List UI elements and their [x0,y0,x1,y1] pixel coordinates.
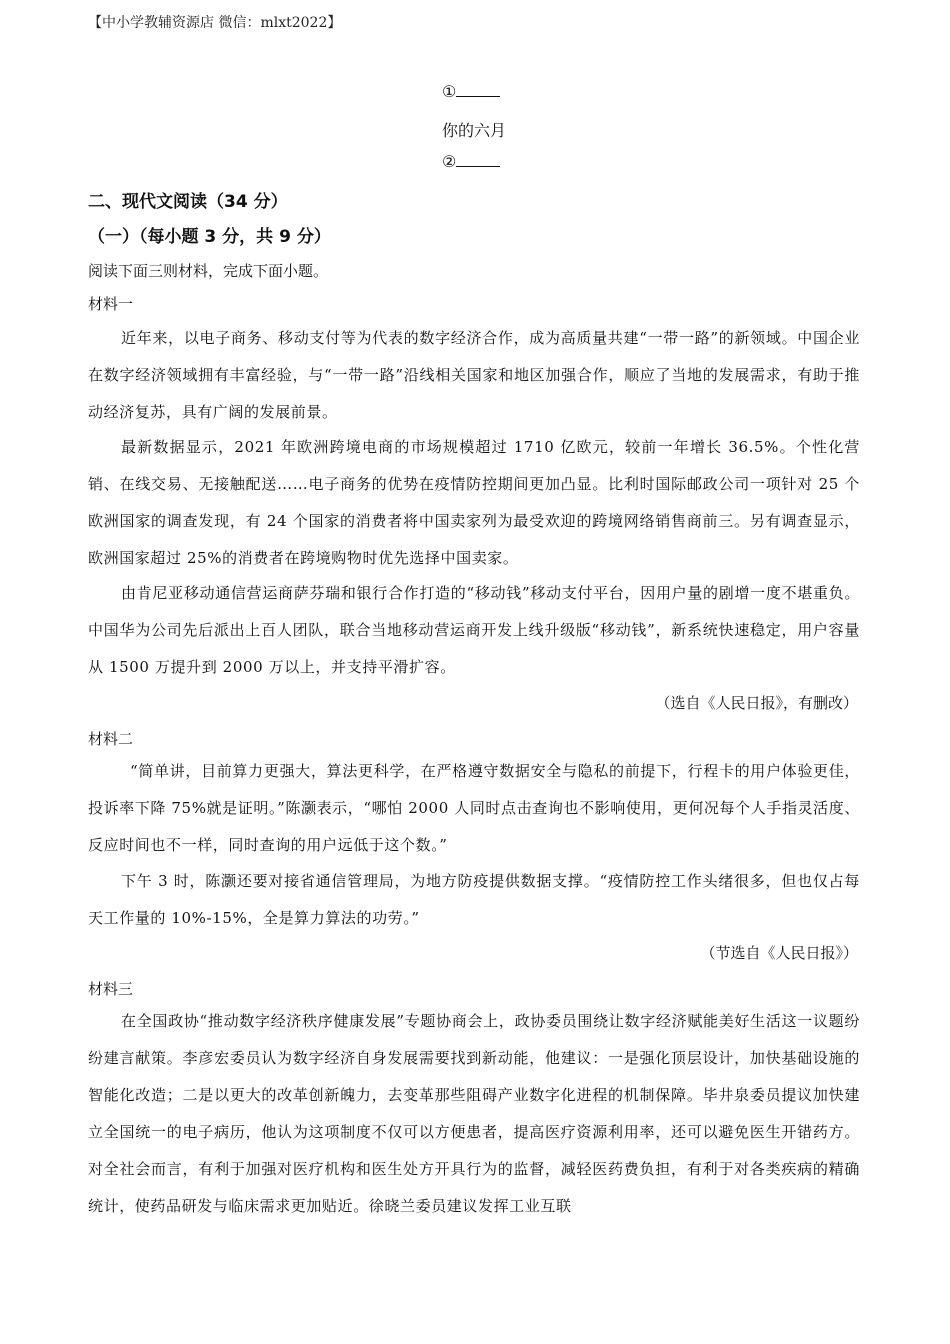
poem-blank-2 [442,152,500,171]
section-title: 二、现代文阅读（34 分） [88,192,288,212]
section-subtitle: （一）（每小题 3 分，共 9 分） [88,227,331,247]
page-header: 【中小学教辅资源店 微信：mlxt2022】 [88,15,342,31]
blank-2-line [456,152,500,167]
material-1-paragraph-3: 由肯尼亚移动通信营运商萨芬瑞和银行合作打造的“移动钱”移动支付平台，因用户量的剧增一度不堪重负。中国华为公司先后派出上百人团队，联合当地移动营运商开发上线升级版“移动钱”，新系统快速稳定，用户容量从 1500 万提升到 2000 万以上，并支持平滑扩容。 [88,584,860,676]
material-3-paragraph-1: 在全国政协“推动数字经济秩序健康发展”专题协商会上，政协委员围绕让数字经济赋能美好生活这一议题纷纷建言献策。李彦宏委员认为数字经济自身发展需要找到新动能，他建议：一是强化顶层设计，加快基础设施的智能化改造；二是以更大的改革创新魄力，去变革那些阻碍产业数字化进程的机制保障。毕井泉委员提议加快建立全国统一的电子病历，他认为这项制度不仅可以方便患者，提高医疗资源利用率，还可以避免医生开错药方。对全社会而言，有利于加强对医疗机构和医生处方开具行为的监督，减轻医药费负担，有利于对各类疾病的精确统计，使药品研发与临床需求更加贴近。徐晓兰委员建议发挥工业互联 [88,1012,860,1215]
material-2-paragraph-2: 下午 3 时，陈灏还要对接省通信管理局，为地方防疫提供数据支撑。“疫情防控工作头绪很多，但也仅占每天工作量的 10%-15%，全是算力算法的功劳。” [88,872,860,927]
material-2-source: （节选自《人民日报》） [700,944,858,962]
poem-blank-1 [442,82,500,101]
material-1-paragraph-2: 最新数据显示，2021 年欧洲跨境电商的市场规模超过 1710 亿欧元，较前一年增长 36.5%。个性化营销、在线交易、无接触配送……电子商务的优势在疫情防控期间更加凸显。比利时国际邮政公司一项针对 25 个欧洲国家的调查发现，有 24 个国家的消费者将中国卖家列为最受欢迎的跨境网络销售商前三。另有调查显示，欧洲国家超过 25%的消费者在跨境购物时优先选择中国卖家。 [88,438,860,567]
material-1-source: （选自《人民日报》，有删改） [655,694,858,712]
poem-line: 你的六月 [442,121,507,140]
material-2-label: 材料二 [88,730,134,748]
blank-2-label: ② [442,152,457,171]
material-3-label: 材料三 [88,980,134,998]
blank-1-label: ① [442,82,457,101]
blank-1-line [456,82,500,97]
material-1-paragraph-1: 近年来，以电子商务、移动支付等为代表的数字经济合作，成为高质量共建“一带一路”的新领域。中国企业在数字经济领域拥有丰富经验，与“一带一路”沿线相关国家和地区加强合作，顺应了当地的发展需求，有助于推动经济复苏，具有广阔的发展前景。 [88,329,860,421]
material-2-paragraph-1: “简单讲，目前算力更强大，算法更科学，在严格遵守数据安全与隐私的前提下，行程卡的用户体验更佳，投诉率下降 75%就是证明。”陈灏表示，“哪怕 2000 人同时点击查询也不影响使用，更何况每个人手指灵活度、反应时间也不一样，同时查询的用户远低于这个数。” [88,762,860,854]
section-instruction: 阅读下面三则材料，完成下面小题。 [88,262,329,280]
material-1-label: 材料一 [88,295,134,313]
